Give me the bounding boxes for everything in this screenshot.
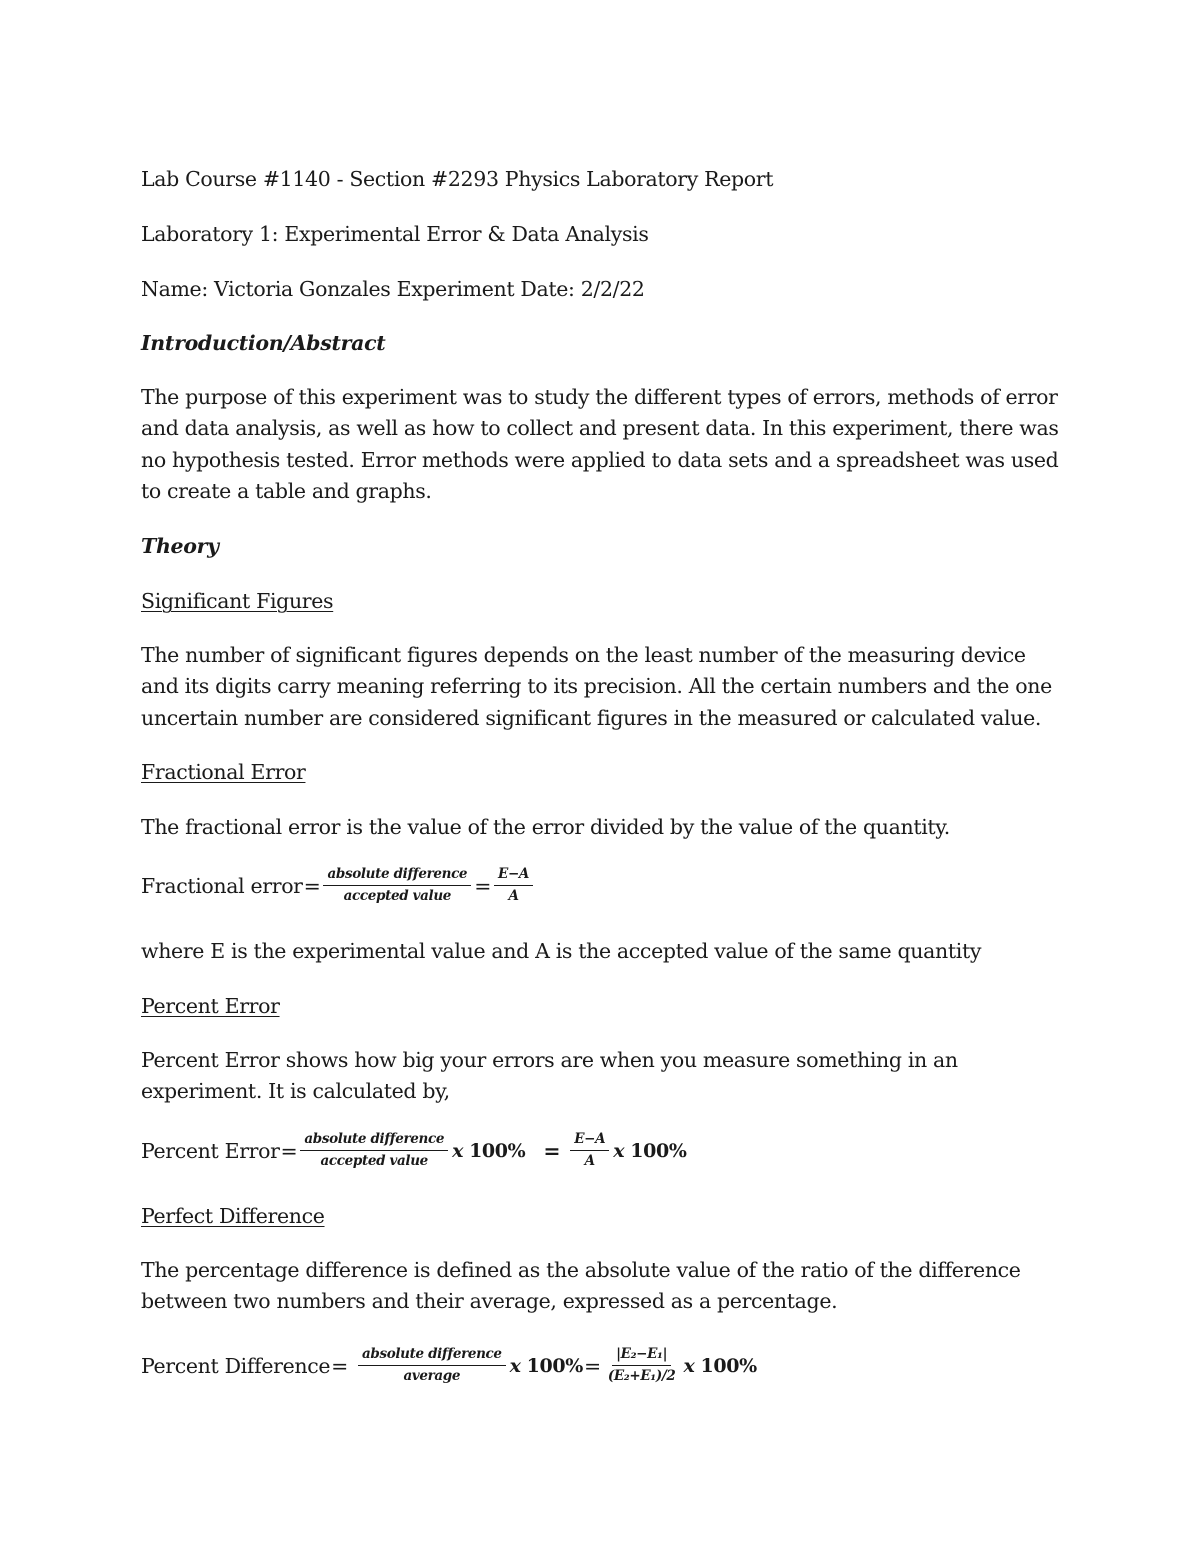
equals-sign: = [280,1138,298,1163]
fraction [323,866,471,905]
percent-difference-equation [141,1346,757,1385]
denominator: A [508,888,519,904]
numerator: absolute difference [323,866,471,886]
intro-paragraph: The purpose of this experiment was to study the different types of errors, methods of error and data analysis, as well as how to collect and present data. In this experiment, there was no hypothesis tested. Error methods were applied to data sets and a spreadsheet was used to create a table and graphs. [141,385,1059,503]
percent-difference-paragraph: The percentage difference is defined as the absolute value of the ratio of the difference between two numbers and their average, expressed as a percentage. [141,1258,1021,1314]
times-sign: x [452,1139,464,1162]
name-date-line: Name: Victoria Gonzales Experiment Date: 2/2/22 [141,277,645,301]
numerator: absolute difference [358,1346,506,1366]
fractional-error-title: Fractional Error [141,760,306,784]
fractional-error-note: where E is the experimental value and A is the accepted value of the same quantity [141,939,982,963]
hundred-percent: 100% [469,1139,526,1162]
equals-sign: = [474,873,492,898]
denominator: (E₂+E₁)/2 [607,1368,676,1384]
equals-sign: = [583,1353,601,1378]
eq-label: Fractional error [141,873,303,898]
equals-sign: = [331,1353,348,1378]
fraction [570,1131,609,1170]
fractional-error-paragraph: The fractional error is the value of the error divided by the value of the quantity. [141,815,950,839]
hundred-percent-plain: 100% [526,1354,583,1377]
equals-sign: = [543,1138,561,1163]
sig-figs-paragraph: The number of significant figures depends on the least number of the measuring device and its digits carry meaning referring to its precision. All the certain numbers and the one uncertain number are considered significant figures in the measured or calculated value. [141,643,1052,730]
fraction [494,866,533,905]
equals-sign: = [303,873,321,898]
numerator: E−A [494,866,533,886]
percent-error-equation [141,1131,687,1170]
sig-figs-title: Significant Figures [141,589,334,613]
eq-label: Percent Error [141,1138,280,1163]
times-sign: x [683,1354,695,1377]
denominator: accepted value [320,1153,428,1169]
fraction [300,1131,448,1170]
denominator: accepted value [343,888,452,904]
fraction [358,1346,506,1385]
percent-difference-title: Perfect Difference [141,1204,325,1228]
document-page [141,0,1071,1553]
course-line: Lab Course #1140 - Section #2293 Physics Laboratory Report [141,167,774,191]
numerator: absolute difference [300,1131,448,1151]
times-sign: x [613,1139,625,1162]
denominator: average [403,1368,461,1384]
lab-title-line: Laboratory 1: Experimental Error & Data Analysis [141,222,649,246]
theory-heading: Theory [141,534,219,558]
hundred-percent: 100% [700,1354,757,1377]
denominator: A [584,1153,595,1169]
eq-label: Percent Difference [141,1353,331,1378]
numerator: |E₂−E₁| [612,1346,671,1366]
numerator: E−A [570,1131,609,1151]
hundred-percent: 100% [630,1139,687,1162]
intro-heading: Introduction/Abstract [141,331,386,355]
fractional-error-equation [141,866,535,905]
times-sign: x [509,1354,521,1377]
percent-error-paragraph: Percent Error shows how big your errors are when you measure something in an experiment. It is calculated by, [141,1048,958,1104]
percent-error-title: Percent Error [141,994,280,1018]
fraction [604,1346,680,1385]
